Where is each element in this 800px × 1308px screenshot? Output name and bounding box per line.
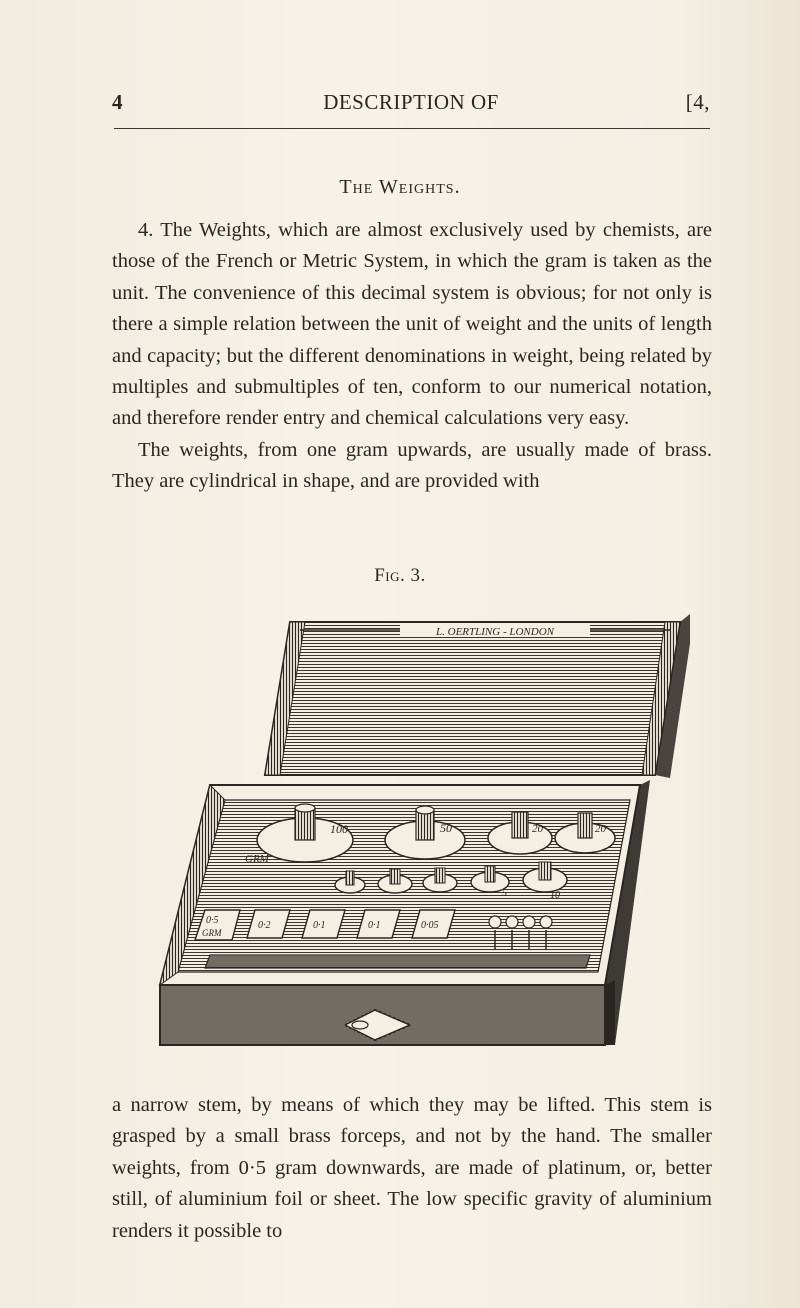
paragraph-1: 4. The Weights, which are almost exclusively used by chemists, are those of the French or Metric System, in which the gram is taken as the unit. The convenience of this decimal system is obvious; for not only is there a simple relation between the unit of weight and the units of length and capacity; but the different denominations in weight, being related by multiples and submultiples of ten, conform to our numerical notation, and therefore render entry and chemical calculations very easy. bbox=[112, 219, 712, 430]
grm-label: GRM bbox=[245, 853, 269, 865]
svg-text:0·1: 0·1 bbox=[313, 920, 326, 931]
svg-text:20: 20 bbox=[532, 823, 543, 835]
forceps-slot bbox=[205, 955, 590, 968]
lid-inscription: L. OERTLING - LONDON bbox=[436, 626, 554, 638]
svg-text:20: 20 bbox=[595, 823, 606, 835]
svg-text:10: 10 bbox=[550, 890, 560, 901]
figure-weights-box bbox=[150, 600, 690, 1060]
svg-text:0·05: 0·05 bbox=[421, 920, 439, 931]
paragraph-group-1 bbox=[112, 215, 712, 498]
svg-text:50: 50 bbox=[440, 821, 452, 835]
running-head bbox=[112, 90, 710, 120]
running-title: DESCRIPTION OF bbox=[323, 90, 499, 114]
section-title: The Weights. bbox=[339, 176, 461, 198]
paragraph-3: a narrow stem, by means of which they may be lifted. This stem is grasped by a small brass forceps, and not by the hand. The smaller weights, from 0·5 gram downwards, are made of platinum, or, better still, of aluminium foil or sheet. The low specific gravity of aluminium renders it possible to bbox=[112, 1094, 712, 1242]
svg-text:0·5: 0·5 bbox=[206, 915, 219, 926]
svg-text:100: 100 bbox=[330, 822, 348, 836]
figure-label: Fig. 3. bbox=[374, 565, 426, 586]
weights-box-engraving bbox=[150, 600, 690, 1060]
page-number: 4 bbox=[112, 90, 123, 114]
fraction-plate-0-2 bbox=[247, 910, 290, 938]
lid-panel bbox=[265, 622, 680, 775]
fraction-plate-0-1-a bbox=[302, 910, 345, 938]
svg-text:0·2: 0·2 bbox=[258, 920, 271, 931]
header-rule bbox=[114, 128, 710, 129]
svg-text:GRM: GRM bbox=[202, 928, 222, 938]
svg-text:5: 5 bbox=[502, 888, 507, 899]
fraction-plate-0-1-b bbox=[357, 910, 400, 938]
fraction-plate-0-05 bbox=[412, 910, 455, 938]
section-reference: [4, bbox=[685, 90, 710, 114]
svg-text:0·1: 0·1 bbox=[368, 920, 381, 931]
paragraph-2: The weights, from one gram upwards, are usually made of brass. They are cylindrical in shape, and are provided with bbox=[112, 438, 712, 493]
